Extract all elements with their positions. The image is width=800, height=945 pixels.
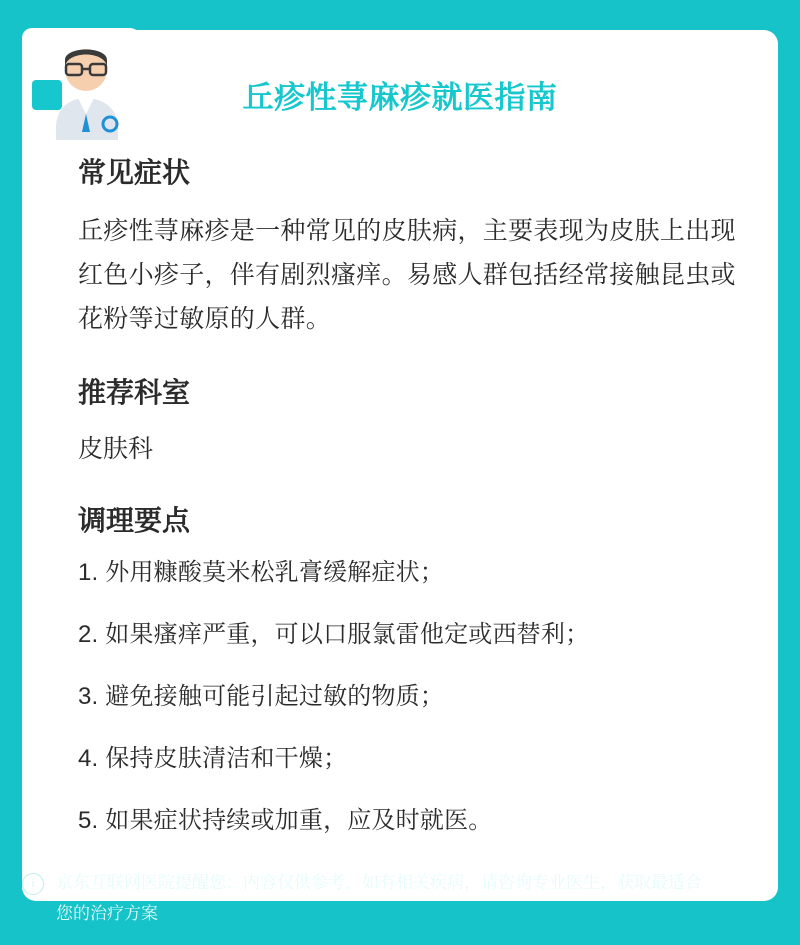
section-heading-tips: 调理要点 <box>78 505 191 536</box>
tips-list <box>56 557 744 837</box>
footer-disclaimer <box>22 867 778 929</box>
footer-note: 京东互联网医院提醒您：内容仅供参考，如有相关疾病，请咨询专业医生，获取最适合您的治疗方案 <box>56 873 702 923</box>
list-item: 3. 避免接触可能引起过敏的物质； <box>78 683 445 710</box>
list-item: 5. 如果症状持续或加重，应及时就医。 <box>78 807 493 834</box>
info-circle-icon: i <box>22 873 44 895</box>
guide-card <box>22 30 778 901</box>
thumbs-up-icon[interactable] <box>714 873 744 913</box>
section-heading-department: 推荐科室 <box>78 377 191 408</box>
list-item: 4. 保持皮肤清洁和干燥； <box>78 745 348 772</box>
department-text: 皮肤科 <box>78 435 154 463</box>
list-item: 1. 外用糠酸莫米松乳膏缓解症状； <box>78 559 445 586</box>
page-title: 丘疹性荨麻疹就医指南 <box>242 80 558 115</box>
list-item: 2. 如果瘙痒严重，可以口服氯雷他定或西替利； <box>78 621 590 648</box>
section-heading-symptoms: 常见症状 <box>78 157 191 188</box>
symptoms-text: 丘疹性荨麻疹是一种常见的皮肤病，主要表现为皮肤上出现红色小疹子，伴有剧烈瘙痒。易感人群包括经常接触昆虫或花粉等过敏原的人群。 <box>78 217 736 333</box>
doctor-avatar-icon <box>22 28 140 146</box>
